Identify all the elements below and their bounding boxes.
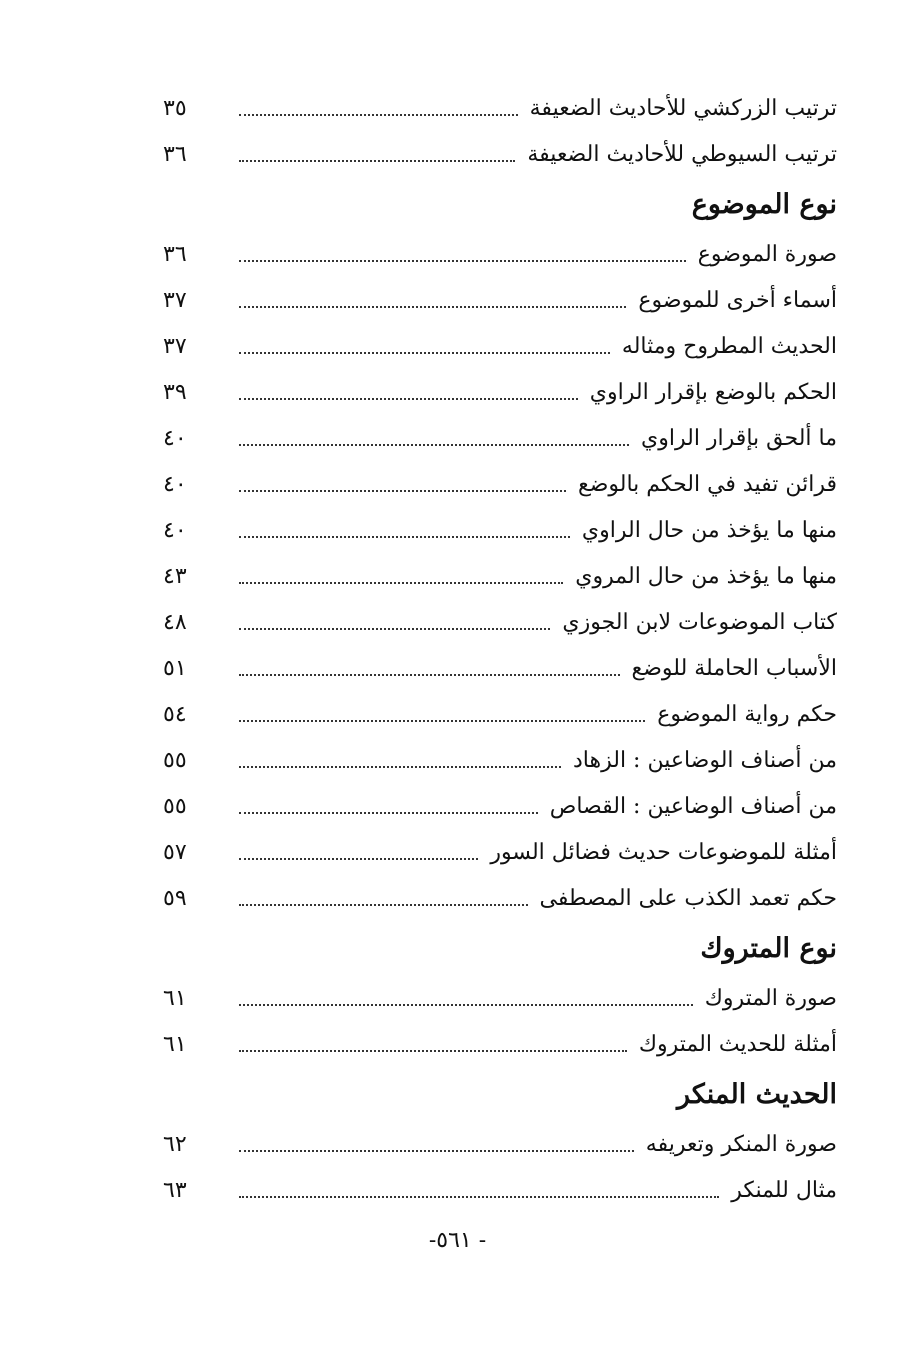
- toc-entry-title: قرائن تفيد في الحكم بالوضع: [578, 472, 837, 497]
- section-heading: نوع المتروك: [700, 933, 837, 964]
- toc-entry-page-number: ٤٠: [163, 518, 187, 543]
- toc-entry-page-number: ٥٩: [163, 886, 187, 911]
- dot-leader: [239, 904, 528, 906]
- toc-entry-title: من أصناف الوضاعين : الزهاد: [573, 748, 837, 773]
- toc-entry: [157, 86, 837, 132]
- dot-leader: [239, 1004, 693, 1006]
- toc-entry-page-number: ٣٦: [163, 242, 187, 267]
- dot-leader: [239, 260, 686, 262]
- toc-entry: [157, 830, 837, 876]
- toc-entry-title: صورة المنكر وتعريفه: [645, 1132, 837, 1157]
- toc-entry: [157, 132, 837, 178]
- toc-entry-page-number: ٣٦: [163, 142, 187, 167]
- toc-entry-title: صورة الموضوع: [697, 242, 837, 267]
- toc-entry-page-number: ٦١: [163, 986, 187, 1011]
- dot-leader: [239, 114, 518, 116]
- toc-entry-page-number: ٣٥: [163, 96, 187, 121]
- toc-entry-title: أمثلة للحديث المتروك: [638, 1032, 837, 1057]
- toc-entry-title: صورة المتروك: [704, 986, 837, 1011]
- toc-entry-title: منها ما يؤخذ من حال الراوي: [581, 518, 837, 543]
- toc-entry-page-number: ٥١: [163, 656, 187, 681]
- toc-entry-page-number: ٥٧: [163, 840, 187, 865]
- toc-entry-title: ترتيب الزركشي للأحاديث الضعيفة: [529, 96, 837, 121]
- toc-entry: [157, 692, 837, 738]
- dot-leader: [239, 1196, 719, 1198]
- toc-entry-title: الأسباب الحاملة للوضع: [631, 656, 837, 681]
- toc-entry-title: الحكم بالوضع بإقرار الراوي: [589, 380, 837, 405]
- toc-entry: [157, 232, 837, 278]
- toc-entry-page-number: ٦١: [163, 1032, 187, 1057]
- toc-entry: [157, 416, 837, 462]
- toc-entry-page-number: ٣٧: [163, 288, 187, 313]
- toc-entry-title: حكم تعمد الكذب على المصطفى: [539, 886, 837, 911]
- toc-entry: [157, 324, 837, 370]
- dot-leader: [239, 160, 515, 162]
- dot-leader: [239, 582, 563, 584]
- toc-entry-page-number: ٤٨: [163, 610, 187, 635]
- dot-leader: [239, 444, 629, 446]
- toc-entry: [157, 646, 837, 692]
- toc-entry-page-number: ٦٣: [163, 1178, 187, 1203]
- dot-leader: [239, 306, 626, 308]
- toc-entry: [157, 370, 837, 416]
- toc-entry: [157, 600, 837, 646]
- toc-entry-title: أسماء أخرى للموضوع: [638, 288, 837, 313]
- dot-leader: [239, 812, 538, 814]
- toc-entry-title: ما ألحق بإقرار الراوي: [641, 426, 837, 451]
- toc-entry: [157, 1022, 837, 1068]
- toc-entry-title: كتاب الموضوعات لابن الجوزي: [562, 610, 837, 635]
- toc-entry: [157, 278, 837, 324]
- toc-entry: [157, 1122, 837, 1168]
- toc-entry-title: من أصناف الوضاعين : القصاص: [549, 794, 837, 819]
- toc-entry-page-number: ٦٢: [163, 1132, 187, 1157]
- toc-entry-title: مثال للمنكر: [731, 1178, 837, 1203]
- toc-entry-page-number: ٤٠: [163, 472, 187, 497]
- toc-entry: [157, 508, 837, 554]
- toc-entry-page-number: ٤٣: [163, 564, 187, 589]
- dot-leader: [239, 398, 578, 400]
- toc-entry-page-number: ٥٤: [163, 702, 187, 727]
- toc-entry: [157, 784, 837, 830]
- dot-leader: [239, 536, 570, 538]
- dot-leader: [239, 858, 478, 860]
- section-heading: الحديث المنكر: [676, 1079, 837, 1110]
- toc-entry-title: منها ما يؤخذ من حال المروي: [575, 564, 837, 589]
- dot-leader: [239, 628, 550, 630]
- toc-entry: [157, 976, 837, 1022]
- toc-entry: [157, 554, 837, 600]
- page-number-footer: - ٥٦١-: [428, 1228, 487, 1253]
- toc-entry: [157, 462, 837, 508]
- toc-entry-page-number: ٣٧: [163, 334, 187, 359]
- dot-leader: [239, 1050, 627, 1052]
- toc-entry-page-number: ٤٠: [163, 426, 187, 451]
- toc-entry-title: ترتيب السيوطي للأحاديث الضعيفة: [527, 142, 837, 167]
- toc-entry-page-number: ٣٩: [163, 380, 187, 405]
- toc-entry: [157, 1168, 837, 1214]
- toc-entry-title: حكم رواية الموضوع: [657, 702, 837, 727]
- toc-entry: [157, 876, 837, 922]
- dot-leader: [239, 1150, 634, 1152]
- toc-entry-page-number: ٥٥: [163, 748, 187, 773]
- dot-leader: [239, 674, 620, 676]
- dot-leader: [239, 352, 610, 354]
- section-heading: نوع الموضوع: [691, 189, 837, 220]
- dot-leader: [239, 720, 645, 722]
- dot-leader: [239, 490, 566, 492]
- table-of-contents: [157, 86, 837, 1214]
- toc-entry-title: الحديث المطروح ومثاله: [621, 334, 837, 359]
- toc-entry: [157, 738, 837, 784]
- toc-entry-page-number: ٥٥: [163, 794, 187, 819]
- dot-leader: [239, 766, 561, 768]
- toc-entry-title: أمثلة للموضوعات حديث فضائل السور: [490, 840, 837, 865]
